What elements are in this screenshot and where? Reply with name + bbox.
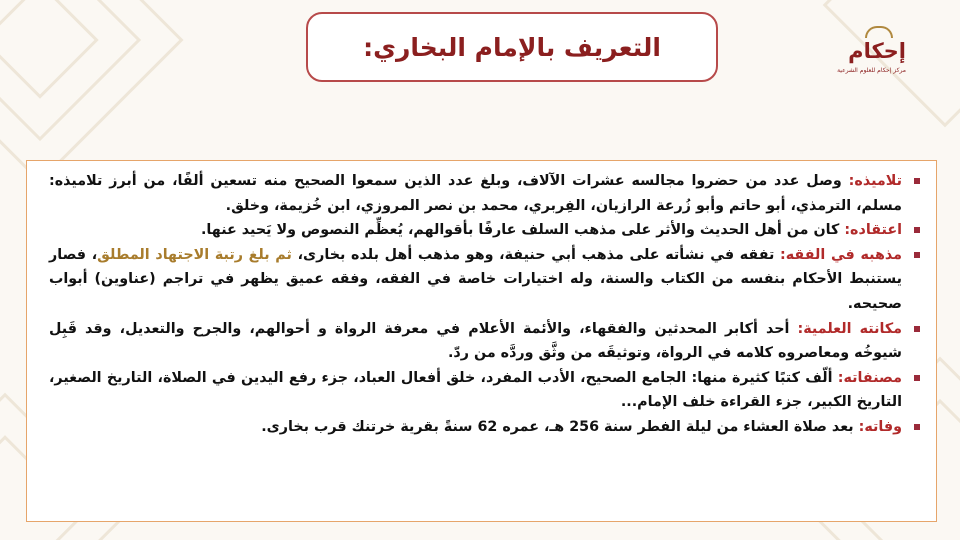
- item-highlight: ثم بلغ رتبة الاجتهاد المطلق: [97, 246, 292, 263]
- content-list: [49, 169, 922, 440]
- bullet-icon: [914, 326, 920, 332]
- bullet-icon: [914, 178, 920, 184]
- list-item-fiqh: [49, 243, 922, 317]
- item-text: أحد أكابر المحدثين والفقهاء، والأئمة الأعلام في معرفة الرواة و أحوالهم، والجرح والتعديل، وقد قَبِل شيوخُه ومعاصروه كلامه في الرواة، وتوثيقَه من وثَّق وردَّه من ردّ.: [49, 320, 902, 362]
- logo-subtitle: مركز إحكام للعلوم الشرعية: [837, 67, 906, 74]
- item-text: كان من أهل الحديث والأثر على مذهب السلف عارفًا بأقوالهم، يُعظِّم النصوص ولا يَحيد عنها.: [200, 222, 845, 239]
- item-text: ألّف كتبًا كثيرة منها: الجامع الصحيح، الأدب المفرد، خلق أفعال العباد، جزء رفع اليدين في الصلاة، التاريخ الصغير، التاريخ الكبير، جزء القراءة خلف الإمام...: [49, 369, 902, 411]
- bullet-icon: [914, 252, 920, 258]
- item-label: مكانته العلمية:: [797, 320, 902, 337]
- list-item-status: [49, 317, 922, 366]
- list-item-works: [49, 366, 922, 415]
- title-box: [306, 12, 718, 82]
- logo-word: إحكام: [848, 39, 906, 63]
- item-text: وصل عدد من حضروا مجالسه عشرات الآلاف، وبلغ عدد الذين سمعوا الصحيح منه تسعين ألفًا، من أبرز تلاميذه: مسلم، الترمذي، أبو حاتم وأبو زُرعة الرازيان، الفِربري، محمد بن نصر المروزي، ابن خُزيمة، وخلق.: [49, 173, 902, 214]
- list-item-students: [49, 169, 922, 218]
- item-label: تلاميذه:: [848, 173, 902, 189]
- item-text: تفقه في نشأته على مذهب أبي حنيفة، وهو مذهب أهل بلده بخارى،: [291, 246, 781, 263]
- item-label: مذهبه في الفقه:: [780, 246, 902, 263]
- list-item-death: [49, 415, 922, 440]
- bullet-icon: [914, 227, 920, 233]
- logo-arch-icon: [865, 26, 893, 38]
- page-title: التعريف بالإمام البخاري:: [363, 32, 661, 62]
- item-label: مصنفاته:: [837, 369, 902, 386]
- item-text: ، فصار يستنبط الأحكام بنفسه من الكتاب والسنة، وله اختيارات خاصة في الفقه، وفقه عميق يظهر في تراجم (عناوين) أبواب صحيحه.: [49, 246, 902, 312]
- bullet-icon: [914, 375, 920, 381]
- item-text: بعد صلاة العشاء من ليلة الفطر سنة 256 هـ، عمره 62 سنةً بقرية خرتنك قرب بخارى.: [261, 418, 859, 435]
- item-label: اعتقاده:: [844, 222, 902, 239]
- bullet-icon: [914, 424, 920, 430]
- item-label: وفاته:: [858, 418, 902, 435]
- content-box: [26, 160, 937, 522]
- list-item-creed: [49, 218, 922, 243]
- logo: [837, 26, 906, 96]
